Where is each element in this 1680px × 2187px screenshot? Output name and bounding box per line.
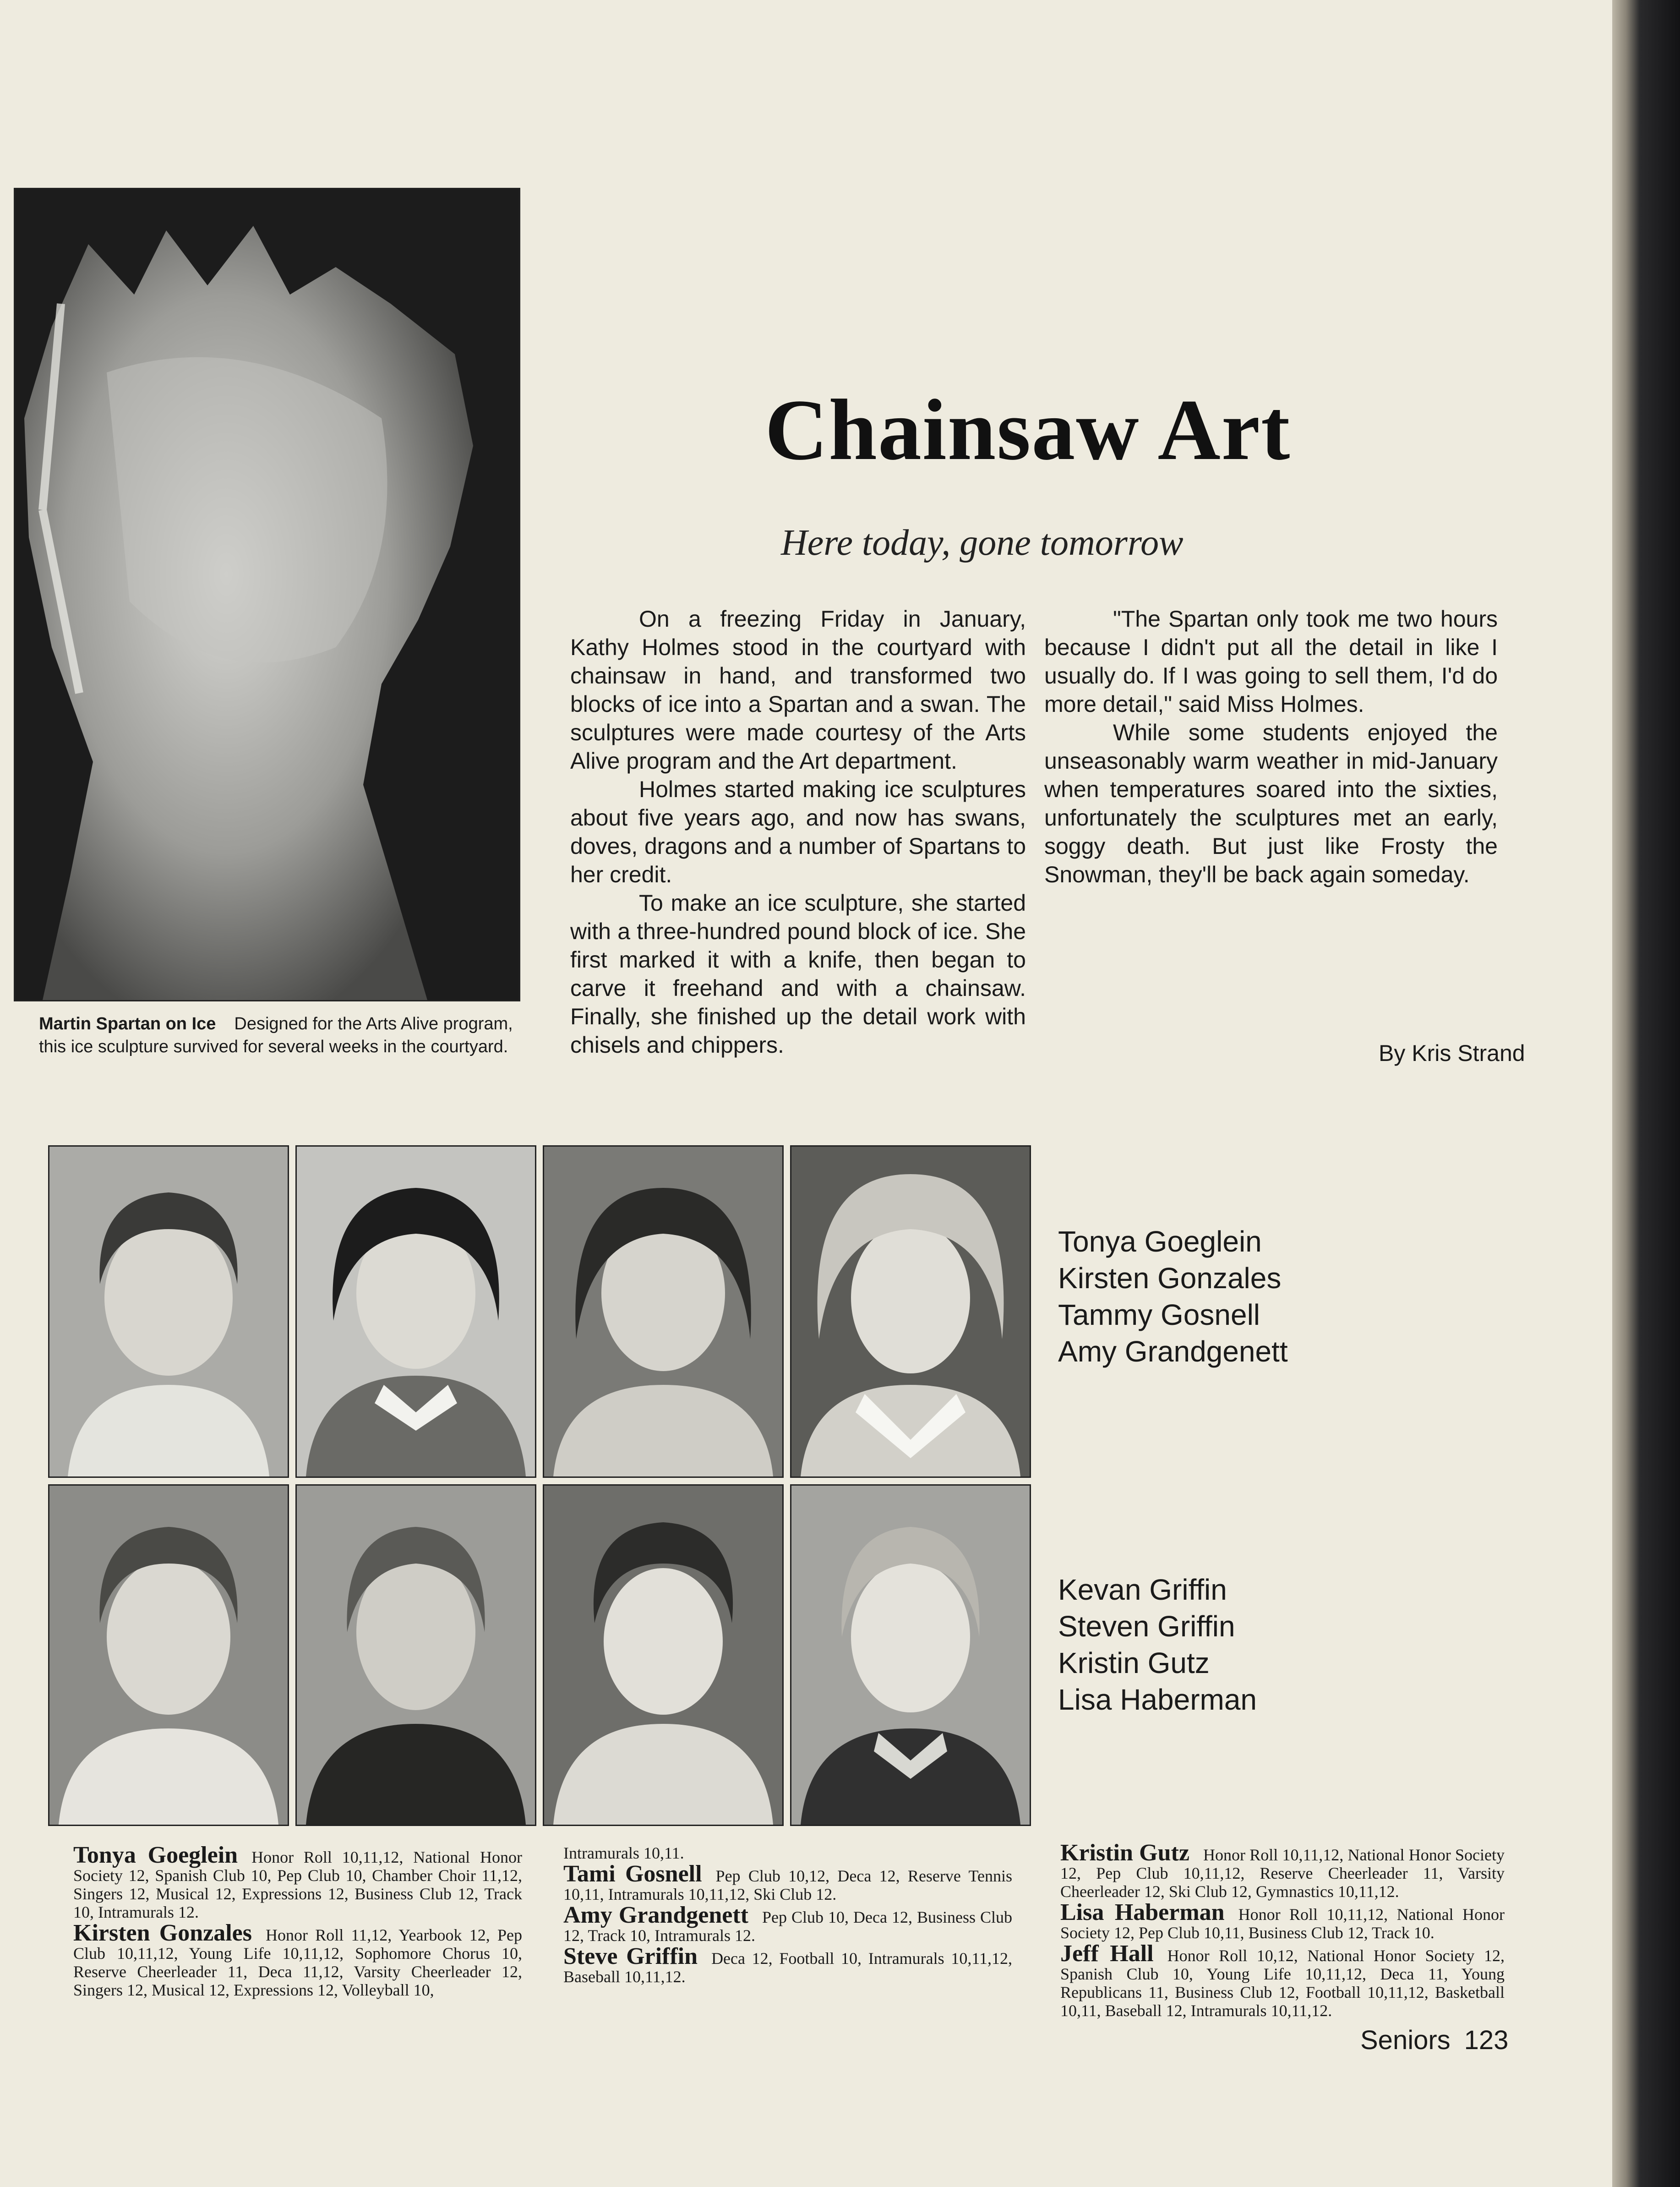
bio-name: Kristin Gutz (1060, 1840, 1189, 1866)
bio-name: Kirsten Gonzales (73, 1920, 252, 1946)
bio-name: Jeff Hall (1060, 1941, 1154, 1967)
page-number: 123 (1464, 2025, 1509, 2055)
portrait-name: Amy Grandgenett (1058, 1335, 1288, 1368)
bio-entry (1060, 1899, 1505, 1942)
ice-sculpture-photo (14, 188, 520, 1001)
article-paragraph: On a freezing Friday in January, Kathy Holmes stood in the courtyard with chainsaw in hand, and transformed two blocks of ice into a Spartan and a swan. The sculptures were made courtesy of the Arts Alive program and the Art department. (570, 606, 1026, 774)
bio-text: Honor Roll 10,11,12, National Honor Society 12, Pep Club 10,11, Business Club 12, Track 10. (1060, 1905, 1505, 1942)
footer-section: Seniors (1360, 2025, 1451, 2055)
article-paragraph: Holmes started making ice sculptures about five years ago, and now has swans, doves, dragons and a number of Spartans to her credit. (570, 776, 1026, 887)
portrait-name: Kirsten Gonzales (1058, 1262, 1282, 1295)
article-byline: By Kris Strand (1379, 1040, 1525, 1066)
bio-continuation: Intramurals 10,11. (563, 1844, 684, 1862)
portrait-photo (543, 1484, 784, 1826)
portrait-photo (48, 1145, 289, 1478)
bio-text: Pep Club 10, Deca 12, Business Club 12, Track 10, Intramurals 12. (563, 1908, 1013, 1945)
portrait-photo (543, 1145, 784, 1478)
portrait-name: Tonya Goeglein (1058, 1225, 1262, 1258)
caption-title: Martin Spartan on Ice (39, 1014, 216, 1033)
bio-text: Deca 12, Football 10, Intramurals 10,11,12, Baseball 10,11,12. (563, 1949, 1013, 1986)
book-spine (1612, 0, 1680, 2187)
article-paragraph: To make an ice sculpture, she started with a three-hundred pound block of ice. She first marked it with a knife, then began to carve it freehand and with a chainsaw. Finally, she finished up the detail work with chisels and chippers. (570, 890, 1026, 1058)
bio-name: Steve Griffin (563, 1943, 698, 1969)
bio-text: Honor Roll 10,11,12, National Honor Society 12, Spanish Club 10, Pep Club 10, Chamber Choir 11,12, Singers 12, Musical 12, Expressions 12, Business Club 12, Track 10, Intramurals 12. (73, 1848, 522, 1921)
bio-entry (563, 1902, 1013, 1945)
bio-entry (563, 1943, 1013, 1986)
portrait-photo (48, 1484, 289, 1826)
article-title: Chainsaw Art (765, 382, 1291, 478)
photo-caption (39, 1012, 515, 1058)
bio-entry (73, 1920, 523, 1999)
bio-entry (1060, 1840, 1505, 1901)
bios-middle-column (563, 1844, 1012, 1989)
bio-text: Honor Roll 11,12, Yearbook 12, Pep Club 10,11,12, Young Life 10,11,12, Sophomore Chorus 10, Reserve Cheerleader 11, Deca 11,12, Varsity Cheerleader 12, Singers 12, Musical 12, Expressions 12, Volleyball 10, (73, 1926, 523, 1999)
bio-text: Pep Club 10,12, Deca 12, Reserve Tennis 10,11, Intramurals 10,11,12, Ski Club 12. (563, 1867, 1012, 1903)
portrait-photo (295, 1484, 536, 1826)
portrait-name: Kevan Griffin (1058, 1573, 1227, 1606)
portrait-name: Tammy Gosnell (1058, 1298, 1260, 1331)
portrait-name: Lisa Haberman (1058, 1683, 1257, 1716)
article-column-right (1044, 605, 1498, 889)
article-paragraph: "The Spartan only took me two hours because I didn't put all the detail in like I usually do. If I was going to sell them, I'd do more detail," said Miss Holmes. (1044, 606, 1498, 717)
portrait-names-row-2 (1058, 1571, 1257, 1718)
page-footer (1360, 2025, 1522, 2056)
caption-text: Designed for the Arts Alive program, this ice sculpture survived for several weeks in the courtyard. (39, 1014, 513, 1056)
portrait-names-row-1 (1058, 1223, 1288, 1370)
bios-right-column (1060, 1840, 1505, 2023)
portrait-name: Steven Griffin (1058, 1610, 1235, 1643)
bio-name: Lisa Haberman (1060, 1899, 1225, 1925)
portrait-name: Kristin Gutz (1058, 1646, 1210, 1679)
bio-name: Amy Grandgenett (563, 1902, 748, 1928)
bio-text: Honor Roll 10,12, National Honor Society 12, Spanish Club 10, Young Life 10,11,12, Deca 11, Young Republicans 11, Business Club 12, Football 10,11,12, Basketball 10,11, Baseball 12, Intramurals 10,11,12. (1060, 1946, 1505, 2020)
bio-name: Tonya Goeglein (73, 1842, 238, 1868)
portrait-photo (790, 1145, 1031, 1478)
portrait-photo (790, 1484, 1031, 1826)
portrait-photo (295, 1145, 536, 1478)
bios-left-column (73, 1842, 523, 2002)
bio-entry (73, 1842, 522, 1921)
article-paragraph: While some students enjoyed the unseasonably warm weather in mid-January when temperatures soared into the sixties, unfortunately the sculptures met an early, soggy death. But just like Frosty the Snowman, they'll be back again someday. (1044, 720, 1498, 887)
bio-entry (1060, 1941, 1505, 2020)
article-subtitle: Here today, gone tomorrow (781, 523, 1184, 563)
bio-name: Tami Gosnell (563, 1861, 702, 1887)
article-column-left (570, 605, 1026, 1059)
bio-text: Honor Roll 10,11,12, National Honor Society 12, Pep Club 10,11,12, Reserve Cheerleader 11, Varsity Cheerleader 12, Ski Club 12, Gymnastics 10,11,12. (1060, 1846, 1505, 1901)
bio-entry (563, 1861, 1012, 1903)
